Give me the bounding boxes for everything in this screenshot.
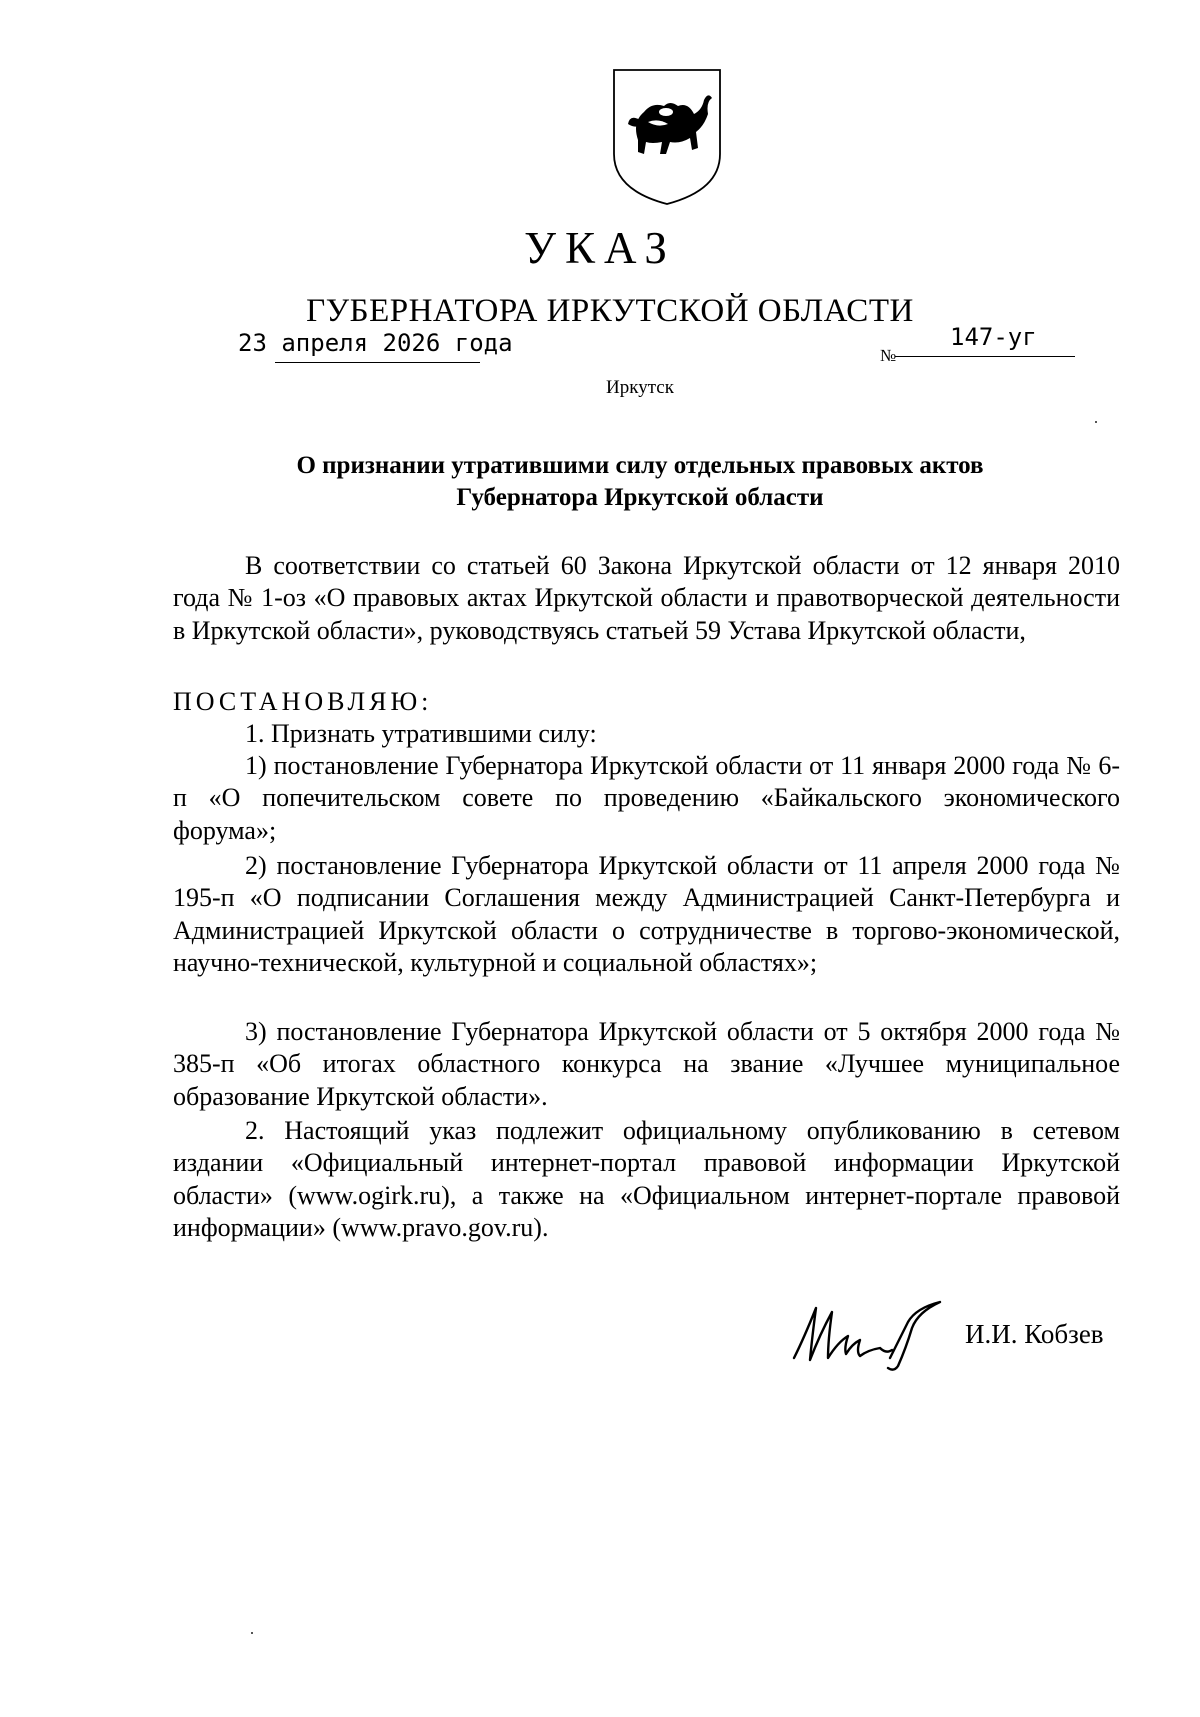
preamble-paragraph: В соответствии со статьей 60 Закона Иркутской области от 12 января 2010 года № 1-оз «О правовых актах Иркутской области и правотворческой деятельности в Иркутской области», руководствуясь статьей 59 Устава Иркутской области, [173, 551, 1120, 645]
coat-of-arms-icon [608, 62, 726, 210]
signer-name: И.И. Кобзев [965, 1319, 1104, 1349]
scan-speck [251, 1632, 253, 1634]
item-1-3: 3) постановление Губернатора Иркутской области от 5 октября 2000 года № 385-п «Об итогах областного конкурса на звание «Лучшее муниципальное образование Иркутской области». [173, 1017, 1120, 1111]
item-1: 1. Признать утратившими силу: [245, 719, 597, 748]
date-underline [275, 362, 480, 363]
item-1-2: 2) постановление Губернатора Иркутской области от 11 апреля 2000 года № 195-п «О подписании Соглашения между Администрацией Санкт-Петербурга и Администрацией Иркутской области о сотрудничестве в торгово-экономической, научно-технической, культурной и социальной областях»; [173, 851, 1120, 978]
decree-word: ПОСТАНОВЛЯЮ: [173, 687, 433, 716]
number-underline [895, 356, 1075, 357]
document-type: УКАЗ [524, 223, 676, 273]
document-date: 23 апреля 2026 года [238, 329, 513, 357]
title-line-1: О признании утратившими силу отдельных правовых актов [296, 452, 984, 479]
document-title [170, 450, 1110, 514]
item-1-1: 1) постановление Губернатора Иркутской области от 11 января 2000 года № 6-п «О попечительском совете по проведению «Байкальского экономического форума»; [173, 751, 1120, 845]
place-of-issue: Иркутск [606, 377, 674, 398]
number-sign: № [880, 346, 897, 365]
item-2: 2. Настоящий указ подлежит официальному опубликованию в сетевом издании «Официальный интернет-портал правовой информации Иркутской области» (www.ogirk.ru), а также на «Официальном интернет-портале правовой информации» (www.pravo.gov.ru). [173, 1116, 1120, 1243]
signature-icon [790, 1298, 950, 1373]
title-line-2: Губернатора Иркутской области [456, 484, 824, 511]
document-number: 147-уг [950, 323, 1037, 351]
scan-speck [1095, 421, 1097, 423]
issuer: ГУБЕРНАТОРА ИРКУТСКОЙ ОБЛАСТИ [306, 293, 914, 329]
